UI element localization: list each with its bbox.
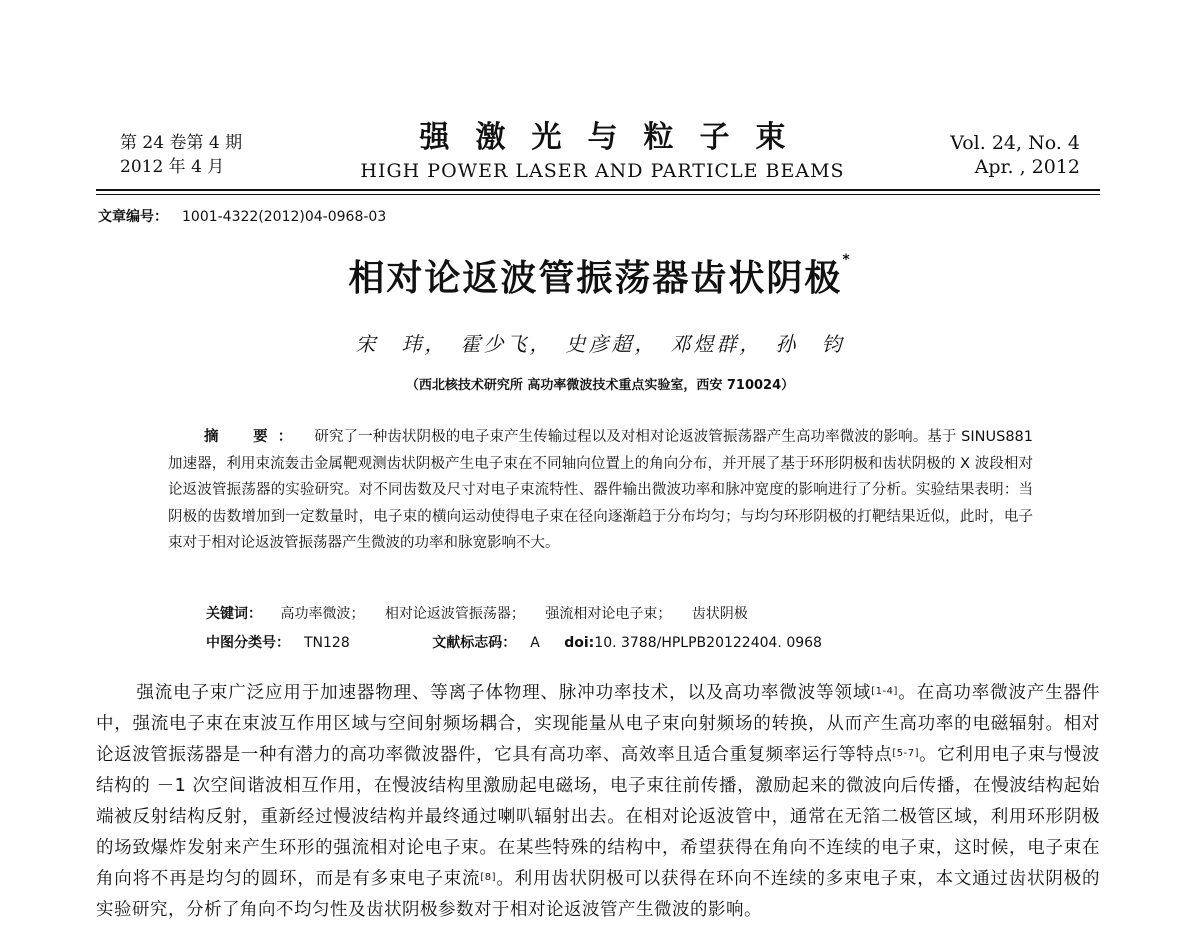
journal-title-cn: 强激光与粒子束 (419, 120, 812, 155)
abstract (168, 424, 1033, 557)
journal-title (330, 121, 875, 184)
paper-title (0, 250, 1200, 301)
keyword-item: 相对论返波管振荡器； (384, 606, 525, 622)
body-text-part: 强流电子束广泛应用于加速器物理、等离子体物理、脉冲功率技术，以及高功率微波等领域 (136, 683, 872, 703)
clc-value: TN128 (304, 635, 350, 651)
issue-info-en (900, 131, 1080, 179)
journal-title-en: HIGH POWER LASER AND PARTICLE BEAMS (360, 160, 845, 182)
doi-label: doi: (564, 635, 595, 651)
header-rule-thick (96, 189, 1100, 191)
paper-title-text: 相对论返波管振荡器齿状阴极 (348, 258, 843, 299)
body-paragraph (96, 678, 1100, 926)
keywords-label: 关键词： (206, 606, 262, 622)
classification-row (206, 632, 822, 652)
article-number-label: 文章编号： (98, 209, 168, 225)
citation-ref: [8] (480, 872, 497, 883)
clc-label: 中图分类号： (206, 635, 290, 651)
doi-value: 10. 3788/HPLPB20122404. 0968 (594, 635, 822, 651)
citation-ref: [5-7] (892, 748, 920, 759)
citation-ref: [1-4] (871, 686, 898, 697)
abstract-label: 摘 要： (204, 429, 303, 445)
keyword-item: 高功率微波； (280, 606, 365, 622)
doc-code-value: A (530, 635, 540, 651)
title-footnote-mark: * (842, 252, 852, 268)
author-list: 宋 玮， 霍少飞， 史彦超， 邓煜群， 孙 钧 (355, 332, 845, 356)
volume-en: Vol. 24, No. 4 (950, 132, 1080, 154)
keyword-item: 强流相对论电子束； (545, 606, 672, 622)
body-text-part: 。它利用电子束与慢波结构的 －1 次空间谐波相互作用，在慢波结构里激励起电磁场，电子束往前传播，激励起来的微波向后传播，在慢波结构起始端被反射结构反射，重新经过慢波结构并最终通过喇叭辐射出去。在相对论返波管中，通常在无箔二极管区域，利用环形阴极的场致爆炸发射来产生环形的强流相对论电子束。在某些特殊的结构中，希望获得在角向不连续的电子束，这时候，电子束在角向将不再是均匀的圆环，而是有多束电子束流 (96, 745, 1101, 889)
doc-code-label: 文献标志码： (432, 635, 517, 651)
keyword-item: 齿状阴极 (691, 606, 748, 622)
affiliation: （西北核技术研究所 高功率微波技术重点实验室，西安 710024） (405, 378, 795, 393)
article-number (98, 206, 386, 226)
body-text-part: 。利用齿状阴极可以获得在环向不连续的多束电子束，本文通过齿状阴极的实验研究，分析了角向不均匀性及齿状阴极参数对于相对论返波管产生微波的影响。 (96, 869, 1101, 920)
date-cn: 2012 年 4 月 (120, 157, 225, 177)
keywords-row (206, 603, 764, 623)
abstract-text: 研究了一种齿状阴极的电子束产生传输过程以及对相对论返波管振荡器产生高功率微波的影响。基于 SINUS881 加速器，利用束流轰击金属靶观测齿状阴极产生电子束在不同轴向位置上的角向分布，并开展了基于环形阴极和齿状阴极的 X 波段相对论返波管振荡器的实验研究。对不同齿数及尺寸对电子束流特性、器件输出微波功率和脉冲宽度的影响进行了分析。实验结果表明：当阴极的齿数增加到一定数量时，电子束的横向运动使得电子束在径向逐渐趋于分布均匀；与均匀环形阴极的打靶结果近似，此时，电子束对于相对论返波管振荡器产生微波的功率和脉宽影响不大。 (168, 429, 1033, 551)
volume-cn: 第 24 卷第 4 期 (120, 133, 243, 153)
date-en: Apr. , 2012 (974, 156, 1080, 178)
body-text-part: 。在高功率微波产生器件中，强流电子束在束波互作用区域与空间射频场耦合，实现能量从电子束向射频场的转换，从而产生高功率的电磁辐射。相对论返波管振荡器是一种有潜力的高功率微波器件，它具有高功率、高效率且适合重复频率运行等特点 (96, 683, 1101, 765)
issue-info-cn (120, 131, 242, 179)
article-number-value: 1001-4322(2012)04-0968-03 (182, 209, 387, 225)
header-rule-thin (96, 194, 1100, 195)
